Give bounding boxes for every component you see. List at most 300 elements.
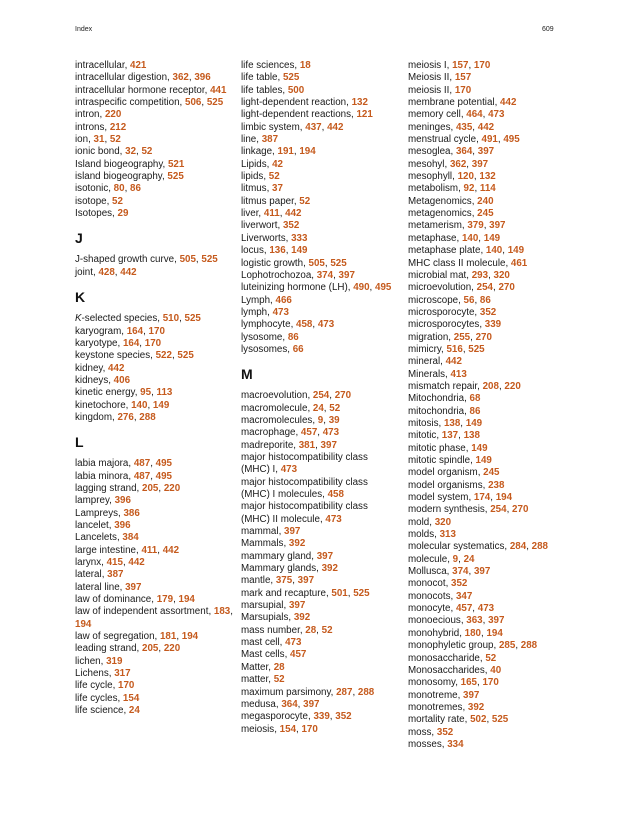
page-ref[interactable]: 52 xyxy=(141,146,153,158)
entry-term: life table xyxy=(241,72,278,84)
page-ref[interactable]: 487 xyxy=(133,458,151,470)
page-ref[interactable]: 149 xyxy=(291,245,308,257)
index-entry: molecule, 9, 24 xyxy=(408,553,475,565)
page-ref[interactable]: 375 xyxy=(275,575,293,587)
page-ref[interactable]: 352 xyxy=(282,220,300,232)
page-ref[interactable]: 442 xyxy=(162,544,180,556)
index-column-1 xyxy=(75,60,235,717)
entry-term: metagenomics xyxy=(408,208,472,220)
page-ref[interactable]: 194 xyxy=(495,492,513,504)
entry-term: liverwort xyxy=(241,220,278,232)
page-ref[interactable]: 473 xyxy=(285,637,302,649)
page-ref[interactable]: 191 xyxy=(277,146,294,158)
page-ref[interactable]: 149 xyxy=(471,442,488,454)
entry-term: isotope xyxy=(75,195,107,207)
page-ref[interactable]: 181 xyxy=(159,631,177,643)
entry-term: Minerals xyxy=(408,368,446,380)
page-ref[interactable]: 29 xyxy=(117,208,129,220)
entry-term: Isotopes xyxy=(75,208,113,220)
page-ref[interactable]: 505 xyxy=(308,257,325,269)
page-ref[interactable]: 254 xyxy=(312,390,330,402)
page-ref[interactable]: 9 xyxy=(317,414,324,426)
page-ref[interactable]: 510 xyxy=(162,313,180,325)
page-ref[interactable]: 525 xyxy=(353,587,370,599)
page-ref[interactable]: 397 xyxy=(320,439,337,451)
page-ref[interactable]: 270 xyxy=(512,504,529,516)
page-ref[interactable]: 406 xyxy=(113,374,131,386)
page-ref[interactable]: 525 xyxy=(330,257,347,269)
page-ref[interactable]: 113 xyxy=(156,387,173,399)
page-ref[interactable]: 387 xyxy=(107,569,124,581)
page-ref[interactable]: 392 xyxy=(293,612,311,624)
page-ref[interactable]: 220 xyxy=(163,482,181,494)
page-ref[interactable]: 52 xyxy=(109,134,121,146)
page-ref[interactable]: 525 xyxy=(201,254,218,266)
page-ref[interactable]: 149 xyxy=(152,399,170,411)
page-ref[interactable]: 31 xyxy=(93,134,105,146)
page-ref[interactable]: 170 xyxy=(118,680,135,692)
page-ref[interactable]: 525 xyxy=(468,343,485,355)
page-ref[interactable]: 392 xyxy=(321,563,338,575)
entry-term: mast cell xyxy=(241,637,280,649)
page-ref[interactable]: 24 xyxy=(312,402,324,414)
page-ref[interactable]: 374 xyxy=(452,566,469,578)
page-ref[interactable]: 525 xyxy=(491,714,509,726)
page-ref[interactable]: 220 xyxy=(163,643,181,655)
index-entry: limbic system, 437, 442 xyxy=(241,121,344,133)
index-entry: large intestine, 411, 442 xyxy=(75,544,180,556)
index-entry: Mitochondria, 68 xyxy=(408,393,481,405)
page-ref[interactable]: 339 xyxy=(313,711,330,723)
page-ref[interactable]: 500 xyxy=(287,84,305,96)
page-ref[interactable]: 52 xyxy=(273,674,285,686)
page-ref[interactable]: 56 xyxy=(463,294,475,306)
page-ref[interactable]: 437 xyxy=(305,121,322,133)
page-ref[interactable]: 397 xyxy=(297,575,315,587)
page-ref[interactable]: 240 xyxy=(477,195,494,207)
page-ref[interactable]: 392 xyxy=(288,538,306,550)
entry-term: maximum parsimony xyxy=(241,686,331,698)
index-entry: mortality rate, 502, 525 xyxy=(408,714,509,726)
page-ref[interactable]: 52 xyxy=(299,195,311,207)
page-ref[interactable]: 120 xyxy=(457,171,474,183)
page-ref[interactable]: 220 xyxy=(104,109,122,121)
page-ref[interactable]: 473 xyxy=(325,513,342,525)
page-ref[interactable]: 364 xyxy=(455,146,473,158)
page-ref[interactable]: 362 xyxy=(172,72,189,84)
page-ref[interactable]: 149 xyxy=(507,245,525,257)
page-ref[interactable]: 364 xyxy=(281,698,298,710)
entry-term: litmus paper xyxy=(241,195,294,207)
page-ref[interactable]: 397 xyxy=(477,146,495,158)
entry-term: mammal xyxy=(241,526,279,538)
entry-term: locus xyxy=(241,245,264,257)
page-ref[interactable]: 284 xyxy=(509,541,527,553)
page-ref[interactable]: 387 xyxy=(261,134,279,146)
page-ref[interactable]: 397 xyxy=(284,526,301,538)
entry-term: mesoglea xyxy=(408,146,451,158)
page-ref[interactable]: 293 xyxy=(471,269,489,281)
index-entry: mammal, 397 xyxy=(241,526,301,538)
page-ref[interactable]: 442 xyxy=(108,362,125,374)
page-ref[interactable]: 138 xyxy=(443,417,461,429)
index-entry: medusa, 364, 397 xyxy=(241,698,320,710)
page-ref[interactable]: 149 xyxy=(483,232,501,244)
page-ref[interactable]: 397 xyxy=(303,698,320,710)
page-ref[interactable]: 121 xyxy=(356,109,373,121)
index-entry: memory cell, 464, 473 xyxy=(408,109,505,121)
index-entry: light-dependent reaction, 132 xyxy=(241,97,368,109)
page-ref[interactable]: 396 xyxy=(114,519,131,531)
index-entry: metagenomics, 245 xyxy=(408,208,494,220)
page-ref[interactable]: 362 xyxy=(449,158,467,170)
page-ref[interactable]: 442 xyxy=(128,557,145,568)
index-entry: mitotic phase, 149 xyxy=(408,442,488,454)
page-ref[interactable]: 80 xyxy=(113,183,125,195)
page-ref[interactable]: 320 xyxy=(434,516,452,528)
page-ref[interactable]: 464 xyxy=(466,109,483,121)
page-ref[interactable]: 95 xyxy=(140,387,152,399)
page-ref[interactable]: 495 xyxy=(503,134,520,146)
page-ref[interactable]: 170 xyxy=(148,325,165,337)
page-ref[interactable]: 415 xyxy=(106,557,123,568)
page-ref[interactable]: 24 xyxy=(128,705,140,717)
page-ref[interactable]: 473 xyxy=(322,427,340,439)
page-ref[interactable]: 245 xyxy=(477,208,494,220)
entry-term: microevolution xyxy=(408,282,472,294)
page-ref[interactable]: 333 xyxy=(291,232,308,244)
page-ref[interactable]: 457 xyxy=(300,427,318,439)
page-ref[interactable]: 506 xyxy=(185,97,202,109)
page-ref[interactable]: 194 xyxy=(299,146,316,158)
page-ref[interactable]: 396 xyxy=(114,495,131,507)
index-entry: isotope, 52 xyxy=(75,195,123,207)
page-ref[interactable]: 466 xyxy=(275,294,292,306)
page-ref[interactable]: 287 xyxy=(336,686,353,698)
page-ref[interactable]: 442 xyxy=(477,121,495,133)
page-ref[interactable]: 194 xyxy=(178,594,195,606)
page-ref[interactable]: 86 xyxy=(479,294,491,306)
page-ref[interactable]: 396 xyxy=(194,72,211,84)
page-ref[interactable]: 397 xyxy=(489,220,506,232)
page-ref[interactable]: 138 xyxy=(463,430,480,442)
page-ref[interactable]: 66 xyxy=(292,343,304,355)
page-ref[interactable]: 397 xyxy=(471,158,489,170)
page-ref[interactable]: 170 xyxy=(454,84,472,96)
page-ref[interactable]: 435 xyxy=(455,121,473,133)
entry-term: law of independent assortment xyxy=(75,606,209,618)
page-ref[interactable]: 392 xyxy=(467,701,485,713)
page-ref[interactable]: 220 xyxy=(504,380,521,392)
page-ref[interactable]: 505 xyxy=(179,254,196,266)
page-ref[interactable]: 52 xyxy=(329,402,341,414)
page-ref[interactable]: 114 xyxy=(479,183,496,195)
page-ref[interactable]: 441 xyxy=(210,84,227,96)
page-ref[interactable]: 522 xyxy=(155,350,172,362)
page-ref[interactable]: 52 xyxy=(485,652,497,664)
page-ref[interactable]: 319 xyxy=(106,655,123,667)
entry-term: introns xyxy=(75,121,105,133)
page-ref[interactable]: 270 xyxy=(475,331,492,343)
page-ref[interactable]: 381 xyxy=(298,439,316,451)
entry-term: Matter xyxy=(241,661,269,673)
page-ref[interactable]: 132 xyxy=(351,97,368,109)
page-ref[interactable]: 238 xyxy=(488,479,505,491)
page-ref[interactable]: 149 xyxy=(475,455,492,466)
page-ref[interactable]: 208 xyxy=(482,380,499,392)
page-ref[interactable]: 501 xyxy=(331,587,348,599)
page-ref[interactable]: 205 xyxy=(142,482,159,494)
page-ref[interactable]: 170 xyxy=(144,337,162,349)
page-ref[interactable]: 442 xyxy=(327,121,344,133)
entry-term: kingdom xyxy=(75,411,113,423)
page-ref[interactable]: 421 xyxy=(130,60,147,71)
page-ref[interactable]: 491 xyxy=(481,134,498,146)
page-ref[interactable]: 42 xyxy=(272,158,283,170)
entry-term: life science xyxy=(75,705,124,717)
page-ref[interactable]: 52 xyxy=(268,171,280,183)
page-ref[interactable]: 140 xyxy=(131,399,148,411)
page-ref[interactable]: 428 xyxy=(98,266,115,278)
index-entry: major histocompatibility class (MHC) I, 473 xyxy=(241,451,368,476)
page-ref[interactable]: 270 xyxy=(498,282,515,294)
page-ref[interactable]: 458 xyxy=(296,319,313,331)
page-ref[interactable]: 397 xyxy=(316,550,334,562)
index-entry: MHC class II molecule, 461 xyxy=(408,257,528,269)
page-ref[interactable]: 397 xyxy=(338,269,355,281)
entry-term: lancelet xyxy=(75,519,109,531)
page-ref[interactable]: 86 xyxy=(469,405,481,417)
page-ref[interactable]: 502 xyxy=(470,714,487,726)
entry-term: isotonic xyxy=(75,183,109,195)
page-ref[interactable]: 352 xyxy=(335,711,352,723)
page-ref[interactable]: 270 xyxy=(334,390,352,402)
page-ref[interactable]: 473 xyxy=(317,319,335,331)
entry-term: linkage xyxy=(241,146,273,158)
page-ref[interactable]: 174 xyxy=(473,492,491,504)
entry-term: lateral line xyxy=(75,581,120,593)
index-entry: molds, 313 xyxy=(408,529,456,541)
page-ref[interactable]: 92 xyxy=(463,183,475,195)
index-entry: Lancelets, 384 xyxy=(75,532,139,544)
page-ref[interactable]: 413 xyxy=(450,368,467,380)
page-ref[interactable]: 183 xyxy=(213,606,231,618)
entry-term: microbial mat xyxy=(408,269,467,281)
page-ref[interactable]: 442 xyxy=(500,97,517,109)
page-ref[interactable]: 179 xyxy=(156,594,174,606)
page-ref[interactable]: 363 xyxy=(466,615,483,627)
index-entry: kinetic energy, 95, 113 xyxy=(75,387,173,399)
index-entry: model organism, 245 xyxy=(408,467,500,479)
page-ref[interactable]: 24 xyxy=(463,553,475,565)
index-entry: monocot, 352 xyxy=(408,578,468,590)
page-ref[interactable]: 86 xyxy=(287,331,299,343)
page-ref[interactable]: 28 xyxy=(273,661,285,673)
page-ref[interactable]: 352 xyxy=(436,726,454,738)
page-ref[interactable]: 52 xyxy=(321,624,333,636)
page-ref[interactable]: 255 xyxy=(453,331,471,343)
page-ref[interactable]: 39 xyxy=(328,414,340,426)
index-entry: microsporocytes, 339 xyxy=(408,319,502,331)
entry-term: limbic system xyxy=(241,121,300,133)
page-ref[interactable]: 347 xyxy=(455,590,473,602)
page-ref[interactable]: 18 xyxy=(299,60,311,71)
page-ref[interactable]: 461 xyxy=(510,257,528,269)
index-entry: mitosis, 138, 149 xyxy=(408,417,483,429)
index-entry: mitochondria, 86 xyxy=(408,405,481,417)
entry-term: megasporocyte xyxy=(241,711,308,723)
page-ref[interactable]: 339 xyxy=(484,319,502,331)
page-ref[interactable]: 154 xyxy=(122,692,140,704)
index-entry: larynx, 415, 442 xyxy=(75,557,145,568)
entry-term: kidneys xyxy=(75,374,109,386)
page-ref[interactable]: 397 xyxy=(125,581,142,593)
index-entry: monosaccharide, 52 xyxy=(408,652,497,664)
entry-term: mantle xyxy=(241,575,271,587)
page-ref[interactable]: 379 xyxy=(467,220,484,232)
page-ref[interactable]: 521 xyxy=(167,158,185,170)
page-ref[interactable]: 254 xyxy=(476,282,493,294)
index-entry: kidney, 442 xyxy=(75,362,125,374)
page-ref[interactable]: 411 xyxy=(263,208,280,220)
page-ref[interactable]: 516 xyxy=(446,343,463,355)
page-ref[interactable]: 525 xyxy=(206,97,224,109)
page-ref[interactable]: 495 xyxy=(155,470,172,482)
index-entry: monosomy, 165, 170 xyxy=(408,677,499,689)
page-ref[interactable]: 490 xyxy=(353,282,370,294)
index-entry: life table, 525 xyxy=(241,72,300,84)
page-ref[interactable]: 37 xyxy=(272,183,283,195)
index-entry: modern synthesis, 254, 270 xyxy=(408,504,529,516)
entry-term: model organism xyxy=(408,467,478,479)
page-ref[interactable]: 397 xyxy=(488,615,505,627)
index-entry: Liverworts, 333 xyxy=(241,232,308,244)
entry-term: intracellular hormone receptor xyxy=(75,84,205,96)
page-ref[interactable]: 288 xyxy=(520,640,538,652)
page-ref[interactable]: 140 xyxy=(461,232,479,244)
page-ref[interactable]: 386 xyxy=(123,507,140,519)
page-ref[interactable]: 86 xyxy=(130,183,141,195)
page-ref[interactable]: 32 xyxy=(125,146,137,158)
index-entry: Lymph, 466 xyxy=(241,294,292,306)
page-ref[interactable]: 140 xyxy=(485,245,503,257)
page-ref[interactable]: 442 xyxy=(285,208,302,220)
page-ref[interactable]: 68 xyxy=(469,393,481,405)
entry-term: mammary gland xyxy=(241,550,312,562)
page-ref[interactable]: 313 xyxy=(439,529,456,541)
page-ref[interactable]: 170 xyxy=(301,723,318,735)
page-ref[interactable]: 194 xyxy=(486,627,503,639)
page-ref[interactable]: 276 xyxy=(117,411,134,423)
page-ref[interactable]: 285 xyxy=(498,640,516,652)
entry-term: Lipids xyxy=(241,158,267,170)
page-ref[interactable]: 180 xyxy=(464,627,482,639)
page-ref[interactable]: 457 xyxy=(290,649,307,661)
entry-term: ion xyxy=(75,134,89,146)
page-ref[interactable]: 205 xyxy=(142,643,159,655)
page-ref[interactable]: 473 xyxy=(488,109,505,121)
page-ref[interactable]: 442 xyxy=(445,356,462,368)
page-ref[interactable]: 288 xyxy=(531,541,548,553)
index-entry: law of independent assortment, 183, 194 xyxy=(75,606,233,630)
page-ref[interactable]: 132 xyxy=(479,171,496,183)
page-ref[interactable]: 495 xyxy=(155,458,172,470)
entry-term: line xyxy=(241,134,257,146)
page-ref[interactable]: 458 xyxy=(327,489,344,500)
page-ref[interactable]: 212 xyxy=(109,121,127,133)
entry-term: memory cell xyxy=(408,109,461,121)
page-ref[interactable]: 157 xyxy=(452,60,469,71)
page-ref[interactable]: 194 xyxy=(181,631,199,643)
page-ref[interactable]: 165 xyxy=(460,677,477,689)
entry-term: macromolecules xyxy=(241,414,313,426)
page-ref[interactable]: 352 xyxy=(479,306,497,318)
page-ref[interactable]: 320 xyxy=(493,269,510,281)
page-ref[interactable]: 487 xyxy=(133,470,151,482)
index-entry: intron, 220 xyxy=(75,109,122,121)
index-entry: karyogram, 164, 170 xyxy=(75,325,165,337)
page-ref[interactable]: 164 xyxy=(122,337,140,349)
page-ref[interactable]: 473 xyxy=(272,306,289,318)
page-ref[interactable]: 164 xyxy=(126,325,144,337)
entry-term: Mast cells xyxy=(241,649,285,661)
page-ref[interactable]: 442 xyxy=(120,266,137,278)
page-ref[interactable]: 495 xyxy=(375,282,392,294)
page-ref[interactable]: 194 xyxy=(75,618,92,630)
page-ref[interactable]: 40 xyxy=(490,664,502,676)
page-ref[interactable]: 457 xyxy=(455,603,473,615)
page-ref[interactable]: 473 xyxy=(280,464,298,476)
page-ref[interactable]: 245 xyxy=(483,467,500,479)
running-header-section: Index xyxy=(75,26,93,33)
page-ref[interactable]: 28 xyxy=(305,624,317,636)
entry-term: migration xyxy=(408,331,449,343)
page-ref[interactable]: 170 xyxy=(482,677,499,689)
page-ref[interactable]: 170 xyxy=(473,60,491,71)
entry-term: Monosaccharides xyxy=(408,664,485,676)
page-ref[interactable]: 136 xyxy=(269,245,286,257)
page-ref[interactable]: 352 xyxy=(451,578,468,590)
page-ref[interactable]: 9 xyxy=(452,553,459,565)
page-ref[interactable]: 137 xyxy=(441,430,459,442)
page-ref[interactable]: 411 xyxy=(141,544,158,556)
entry-term: modern synthesis xyxy=(408,504,485,516)
page-ref[interactable]: 525 xyxy=(282,72,300,84)
page-ref[interactable]: 525 xyxy=(167,171,184,183)
page-ref[interactable]: 149 xyxy=(465,417,483,429)
page-ref[interactable]: 317 xyxy=(114,668,131,680)
entry-term: island biogeography xyxy=(75,171,162,183)
page-ref[interactable]: 397 xyxy=(463,689,480,701)
page-ref[interactable]: 154 xyxy=(279,723,297,735)
page-ref[interactable]: 397 xyxy=(288,600,306,612)
page-ref[interactable]: 157 xyxy=(454,72,472,84)
page-ref[interactable]: 374 xyxy=(316,269,334,281)
page-ref[interactable]: 473 xyxy=(477,603,495,615)
page-ref[interactable]: 525 xyxy=(184,313,201,325)
entry-term: mosses xyxy=(408,738,442,750)
page-ref[interactable]: 397 xyxy=(473,566,491,578)
page-ref[interactable]: 525 xyxy=(177,350,194,362)
page-ref[interactable]: 288 xyxy=(357,686,375,698)
entry-term: Mammary glands xyxy=(241,563,317,575)
page-ref[interactable]: 384 xyxy=(122,532,139,544)
page-ref[interactable]: 52 xyxy=(112,195,123,207)
index-entry: lymph, 473 xyxy=(241,306,289,318)
page-ref[interactable]: 334 xyxy=(447,738,464,750)
page-ref[interactable]: 288 xyxy=(139,411,156,423)
page-ref[interactable]: 254 xyxy=(490,504,507,516)
